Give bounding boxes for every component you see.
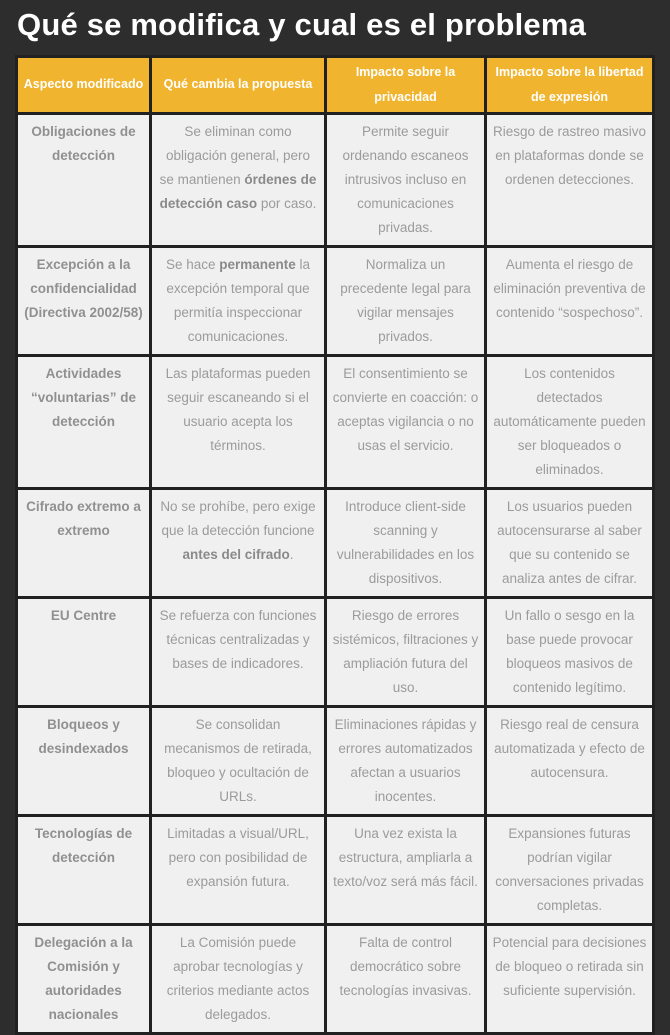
bold-text-segment: permanente	[219, 256, 296, 272]
aspect-cell: Delegación a la Comisión y autoridades nacionales	[17, 925, 151, 1034]
detail-cell	[326, 707, 486, 816]
text-segment: Una vez exista la estructura, ampliarla a texto/voz será más fácil.	[333, 826, 478, 890]
text-segment: Eliminaciones rápidas y errores automatizados afectan a usuarios inocentes.	[334, 717, 477, 805]
detail-cell	[486, 598, 654, 707]
table-row	[17, 113, 654, 246]
column-header-privacidad: Impacto sobre la privacidad	[326, 56, 486, 113]
table-row	[17, 598, 654, 707]
detail-cell	[326, 598, 486, 707]
text-segment: Se hace	[165, 256, 220, 272]
detail-cell	[151, 355, 326, 488]
text-segment: Aumenta el riesgo de eliminación preventiva de contenido “sospechoso”.	[493, 256, 646, 320]
aspect-cell: Tecnologías de detección	[17, 816, 151, 925]
text-segment: Permite seguir ordenando escaneos intrusivos incluso en comunicaciones privadas.	[342, 123, 469, 235]
text-segment: Riesgo real de censura automatizada y efecto de autocensura.	[494, 717, 645, 781]
text-segment: Riesgo de rastreo masivo en plataformas donde se ordenen detecciones.	[492, 123, 647, 187]
page	[0, 6, 670, 1023]
aspect-cell: Cifrado extremo a extremo	[17, 488, 151, 597]
detail-cell	[486, 355, 654, 488]
detail-cell	[151, 707, 326, 816]
text-segment: por caso.	[257, 195, 317, 211]
table-row	[17, 816, 654, 925]
detail-cell	[326, 246, 486, 355]
text-segment: Limitadas a visual/URL, pero con posibilidad de expansión futura.	[167, 826, 309, 890]
column-header-libertad: Impacto sobre la libertad de expresión	[486, 56, 654, 113]
text-segment: La Comisión puede aprobar tecnologías y criterios mediante actos delegados.	[166, 935, 310, 1023]
text-segment: Expansiones futuras podrían vigilar conversaciones privadas completas.	[495, 826, 644, 914]
detail-cell	[486, 707, 654, 816]
aspect-cell: Excepción a la confidencialidad (Directiva 2002/58)	[17, 246, 151, 355]
detail-cell	[151, 113, 326, 246]
detail-cell	[151, 246, 326, 355]
detail-cell	[326, 925, 486, 1034]
text-segment: Los contenidos detectados automáticamente pueden ser bloqueados o eliminados.	[493, 365, 646, 477]
text-segment: Las plataformas pueden seguir escaneando si el usuario acepta los términos.	[165, 365, 311, 453]
text-segment: la excepción temporal que permitía inspeccionar comunicaciones.	[166, 256, 311, 344]
text-segment: Introduce client-side scanning y vulnerabilidades en los dispositivos.	[336, 498, 475, 587]
table-row	[17, 488, 654, 597]
detail-cell	[486, 488, 654, 597]
detail-cell	[486, 816, 654, 925]
detail-cell	[151, 488, 326, 597]
text-segment: Se eliminan como obligación general, pero se mantienen	[159, 123, 311, 187]
table-row	[17, 707, 654, 816]
text-segment: Potencial para decisiones de bloqueo o retirada sin suficiente supervisión.	[492, 935, 647, 999]
text-segment: Riesgo de errores sistémicos, filtraciones y ampliación futura del uso.	[332, 608, 479, 696]
detail-cell	[486, 925, 654, 1034]
detail-cell	[151, 925, 326, 1034]
detail-cell	[151, 816, 326, 925]
table-header-row	[17, 56, 654, 113]
text-segment: Falta de control democrático sobre tecnologías invasivas.	[339, 935, 472, 999]
bold-text-segment: órdenes de detección caso	[159, 171, 317, 211]
table-row	[17, 925, 654, 1034]
aspect-cell: Bloqueos y desindexados	[17, 707, 151, 816]
text-segment: Un fallo o sesgo en la base puede provocar bloqueos masivos de contenido legítimo.	[504, 608, 635, 696]
aspect-cell: Actividades “voluntarias” de detección	[17, 355, 151, 488]
detail-cell	[326, 816, 486, 925]
text-segment: Normaliza un precedente legal para vigilar mensajes privados.	[340, 256, 471, 344]
detail-cell	[486, 113, 654, 246]
column-header-propuesta: Qué cambia la propuesta	[151, 56, 326, 113]
column-header-aspecto: Aspecto modificado	[17, 56, 151, 113]
detail-cell	[326, 488, 486, 597]
text-segment: .	[289, 547, 294, 562]
text-segment: Los usuarios pueden autocensurarse al saber que su contenido se analiza antes de cifrar.	[497, 498, 642, 587]
table-row	[17, 355, 654, 488]
detail-cell	[326, 355, 486, 488]
table-row	[17, 246, 654, 355]
aspect-cell: Obligaciones de detección	[17, 113, 151, 246]
text-segment: No se prohíbe, pero exige que la detección funcione	[160, 498, 316, 538]
page-title: Qué se modifica y cual es el problema	[17, 7, 587, 42]
text-segment: Se consolidan mecanismos de retirada, bloqueo y ocultación de URLs.	[164, 717, 312, 805]
comparison-table	[15, 55, 655, 1035]
bold-text-segment: antes del cifrado	[182, 547, 290, 562]
detail-cell	[486, 246, 654, 355]
detail-cell	[326, 113, 486, 246]
table-body	[17, 113, 654, 1034]
detail-cell	[151, 598, 326, 707]
text-segment: Se refuerza con funciones técnicas centralizadas y bases de indicadores.	[159, 608, 317, 672]
text-segment: El consentimiento se convierte en coacción: o aceptas vigilancia o no usas el servicio.	[332, 365, 479, 453]
aspect-cell: EU Centre	[17, 598, 151, 707]
